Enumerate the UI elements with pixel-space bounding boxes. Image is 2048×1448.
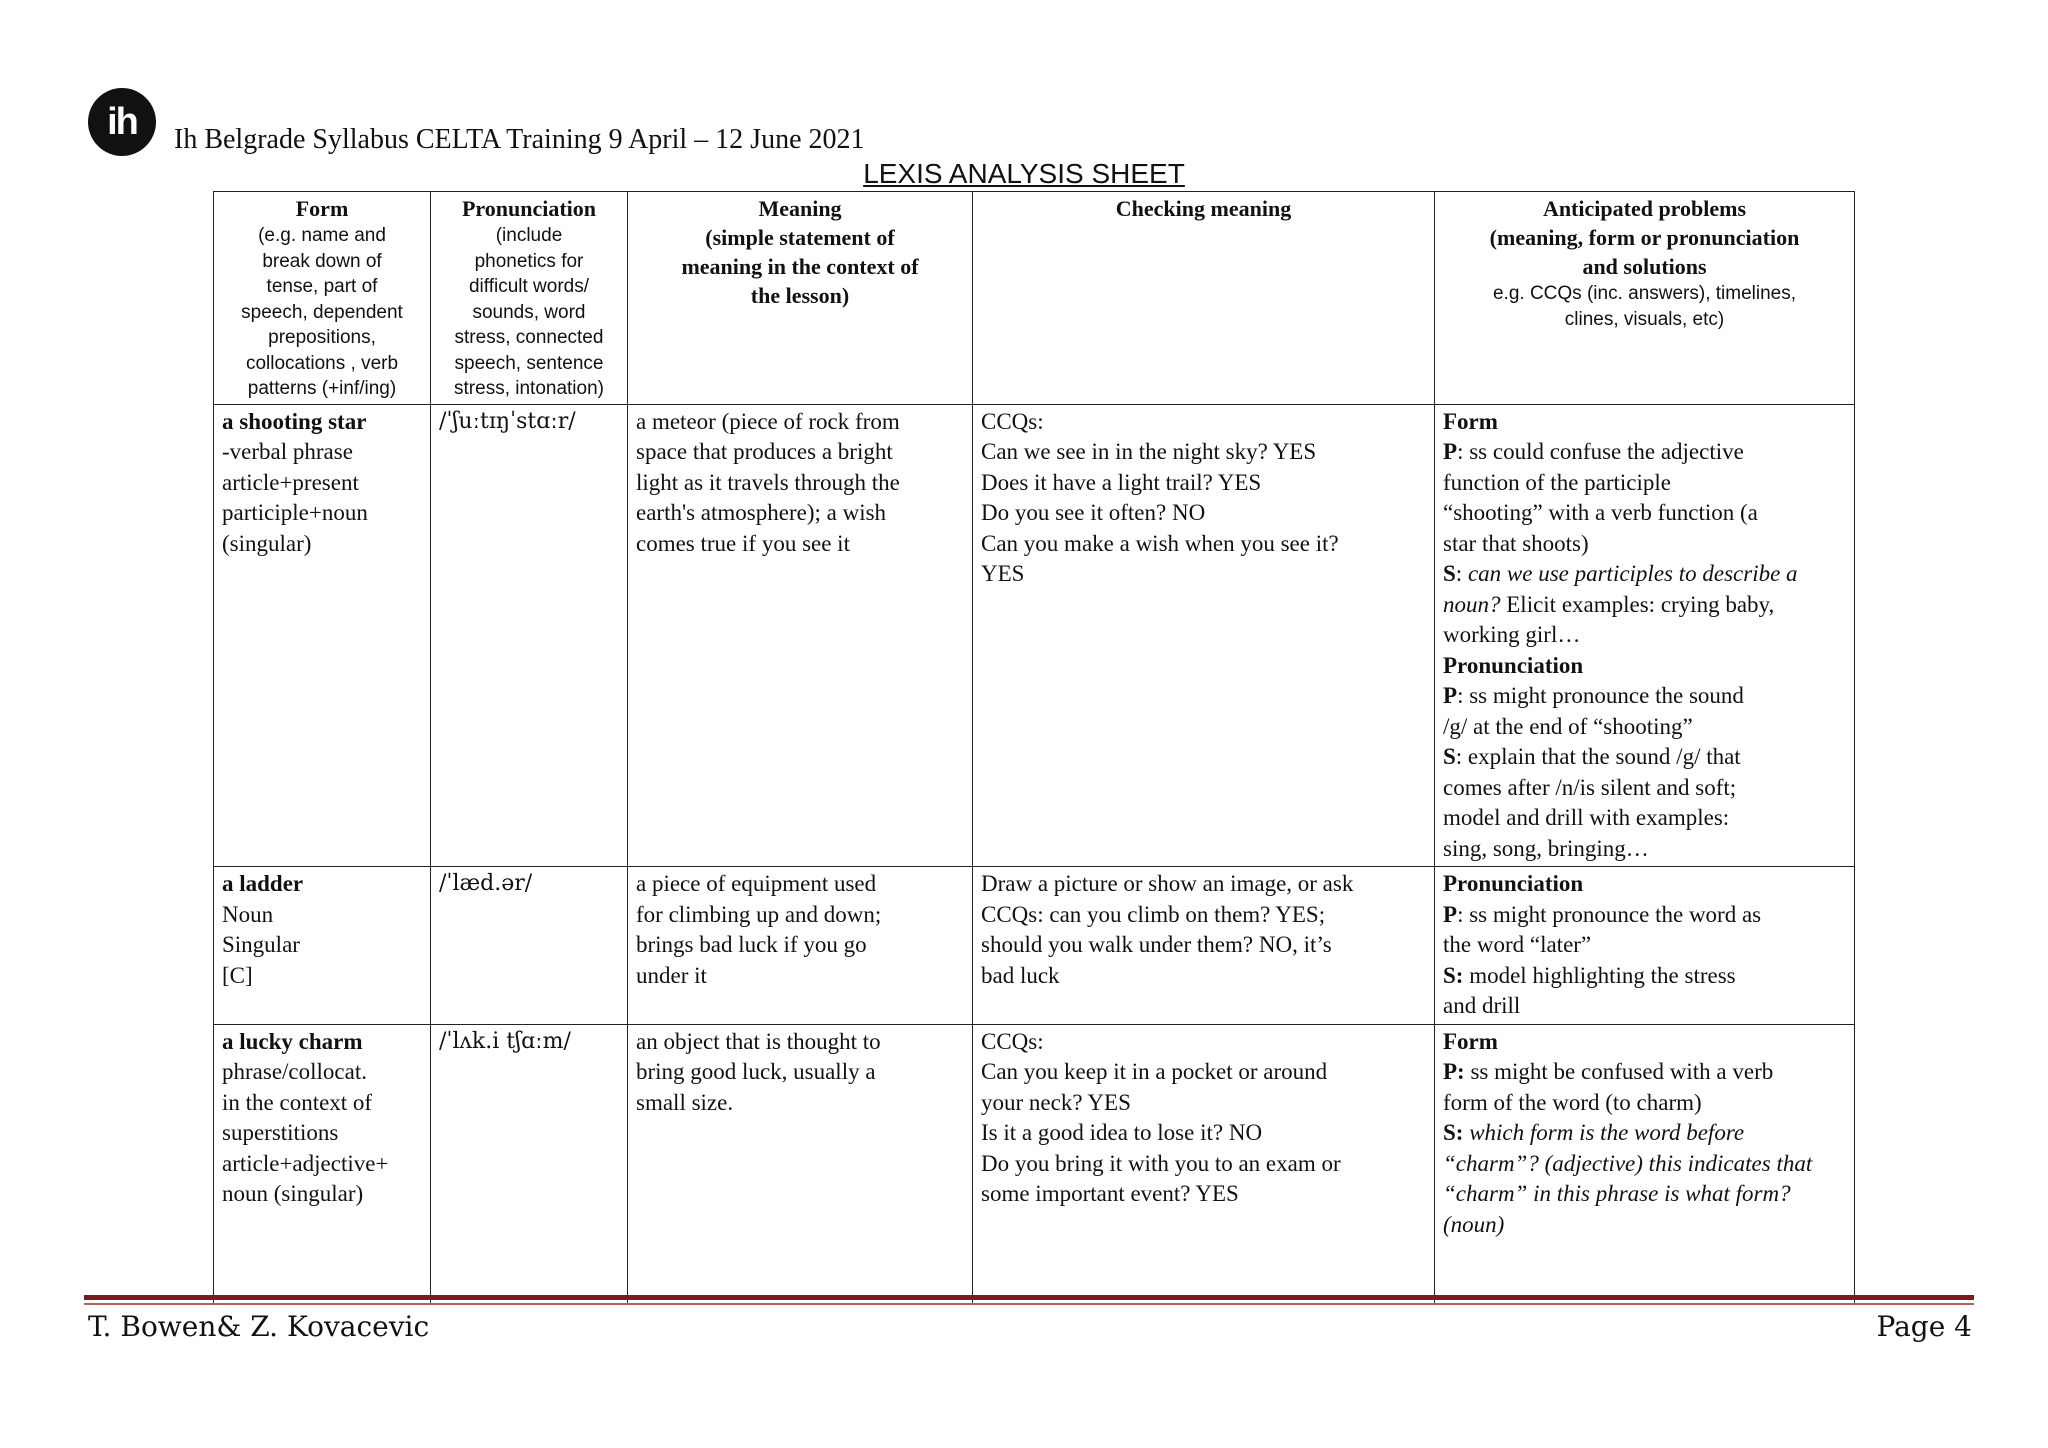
problem-line <box>1443 681 1846 712</box>
column-subtitle: break down of <box>262 250 382 272</box>
column-subtitle: difficult words/ <box>468 276 590 297</box>
column-title: Checking meaning <box>1115 196 1292 221</box>
meaning-line: a meteor (piece of rock from <box>636 408 900 434</box>
problem-label: S: <box>1443 1120 1464 1145</box>
form-cell <box>214 1024 431 1304</box>
ccq-line: your neck? YES <box>981 1089 1131 1115</box>
column-subtitle: collocations , verb <box>245 352 399 374</box>
checking-cell <box>973 867 1435 1025</box>
problem-line <box>1443 712 1846 743</box>
column-title: the lesson) <box>750 283 850 308</box>
column-title: (meaning, form or pronunciation <box>1489 225 1800 250</box>
phonetic-transcription: /ˈlæd.ər/ <box>439 871 533 896</box>
problem-text: : ss might pronounce the sound <box>1457 683 1744 708</box>
column-subtitle: (e.g. name and <box>258 225 386 246</box>
ccq-line: should you walk under them? NO, it’s <box>981 932 1332 957</box>
problem-italic: noun? <box>1443 591 1501 617</box>
form-note: in the context of <box>222 1089 373 1115</box>
form-note: -verbal phrase <box>222 439 353 464</box>
column-subtitle: prepositions, <box>268 327 376 348</box>
problem-line <box>1443 742 1846 773</box>
problem-heading: Pronunciation <box>1443 871 1584 896</box>
column-header <box>973 192 1435 405</box>
meaning-cell <box>628 404 973 867</box>
sheet-title: LEXIS ANALYSIS SHEET <box>863 158 1185 189</box>
lexical-item: a shooting star <box>222 408 367 434</box>
column-header <box>214 192 431 405</box>
form-note: [C] <box>222 962 253 988</box>
meaning-line: small size. <box>636 1089 734 1115</box>
problem-line <box>1443 1118 1846 1149</box>
meaning-line: space that produces a bright <box>636 439 893 464</box>
problem-text: : ss might pronounce the word as <box>1457 901 1762 927</box>
problem-line <box>1443 930 1846 961</box>
problem-line <box>1443 559 1846 590</box>
form-note: (singular) <box>222 530 312 556</box>
problem-label: P: <box>1443 1059 1465 1084</box>
problem-text: : ss could confuse the adjective <box>1457 439 1744 464</box>
problem-line <box>1443 834 1846 865</box>
problem-text: model highlighting the stress <box>1463 962 1736 988</box>
ccq-line: Draw a picture or show an image, or ask <box>981 871 1354 896</box>
meaning-line: under it <box>636 962 707 988</box>
meaning-line: comes true if you see it <box>636 530 850 556</box>
problem-label: S <box>1443 561 1456 586</box>
problem-label: P <box>1443 683 1458 708</box>
problem-line <box>1443 407 1846 438</box>
problem-line <box>1443 468 1846 499</box>
ccq-line: Is it a good idea to lose it? NO <box>981 1120 1263 1145</box>
form-note: Singular <box>222 932 300 957</box>
meaning-line: earth's atmosphere); a wish <box>636 500 887 525</box>
table-row <box>214 1024 1855 1304</box>
pronunciation-cell <box>431 867 628 1025</box>
column-title: meaning in the context of <box>681 254 919 279</box>
problem-line <box>1443 869 1846 900</box>
problem-italic: “charm” in this phrase is what form? <box>1443 1181 1791 1206</box>
form-cell <box>214 404 431 867</box>
problem-line <box>1443 1088 1846 1119</box>
ccq-line: some important event? YES <box>981 1181 1239 1206</box>
table-row <box>214 867 1855 1025</box>
lexical-item: a ladder <box>222 871 304 896</box>
column-title: and solutions <box>1582 254 1707 279</box>
ccq-line: Do you see it often? NO <box>981 500 1206 525</box>
problem-line <box>1443 803 1846 834</box>
problem-text: function of the participle <box>1443 469 1672 495</box>
problem-text: model and drill with examples: <box>1443 805 1730 830</box>
problem-text: form of the word (to charm) <box>1443 1089 1702 1115</box>
column-header <box>628 192 973 405</box>
phonetic-transcription: /ˈlʌk.i tʃɑːm/ <box>439 1028 571 1054</box>
meaning-line: brings bad luck if you go <box>636 932 867 957</box>
meaning-cell <box>628 867 973 1025</box>
problem-line <box>1443 900 1846 931</box>
pronunciation-cell <box>431 404 628 867</box>
problems-cell <box>1435 867 1855 1025</box>
meaning-line: an object that is thought to <box>636 1028 881 1054</box>
problem-italic: (noun) <box>1443 1211 1505 1237</box>
problem-heading: Pronunciation <box>1443 652 1584 678</box>
problem-line <box>1443 498 1846 529</box>
column-subtitle: stress, connected <box>454 327 604 348</box>
column-subtitle: (include <box>495 225 563 246</box>
column-subtitle: stress, intonation) <box>454 378 604 399</box>
ccq-line: Can you make a wish when you see it? <box>981 530 1339 556</box>
form-note: participle+noun <box>222 500 368 525</box>
ccq-line: Does it have a light trail? YES <box>981 469 1262 495</box>
form-note: noun (singular) <box>222 1181 364 1206</box>
problem-heading: Form <box>1443 408 1498 434</box>
ccq-line: CCQs: can you climb on them? YES; <box>981 901 1326 927</box>
form-note: Noun <box>222 901 274 927</box>
column-title: Pronunciation <box>461 196 597 221</box>
problem-text: Elicit examples: crying baby, <box>1500 591 1775 617</box>
ccq-line: bad luck <box>981 962 1060 988</box>
column-subtitle: speech, dependent <box>241 301 403 323</box>
ccq-line: Do you bring it with you to an exam or <box>981 1150 1341 1176</box>
phonetic-transcription: /ˈʃuːtɪŋˈstɑːr/ <box>439 408 576 434</box>
form-cell <box>214 867 431 1025</box>
ccq-line: Can we see in in the night sky? YES <box>981 439 1317 464</box>
column-subtitle: speech, sentence <box>454 352 604 374</box>
page-number: Page 4 <box>1876 1310 1972 1343</box>
ccq-line: CCQs: <box>981 408 1044 434</box>
checking-cell <box>973 404 1435 867</box>
footer-authors: T. Bowen& Z. Kovacevic <box>88 1310 430 1343</box>
lexical-item: a lucky charm <box>222 1028 363 1054</box>
table-header-row <box>214 192 1855 405</box>
problem-line <box>1443 620 1846 651</box>
problem-line <box>1443 991 1846 1022</box>
document-header: Ih Belgrade Syllabus CELTA Training 9 April – 12 June 2021 <box>174 124 865 155</box>
column-header <box>1435 192 1855 405</box>
problem-text: “shooting” with a verb function (a <box>1443 500 1758 525</box>
column-title: Anticipated problems <box>1542 196 1747 221</box>
problem-italic: which form is the word before <box>1463 1120 1745 1145</box>
ccq-line: YES <box>981 561 1025 586</box>
problem-line <box>1443 1179 1846 1210</box>
column-subtitle: e.g. CCQs (inc. answers), timelines, <box>1492 283 1797 304</box>
column-title: Meaning <box>758 196 842 221</box>
problem-line <box>1443 651 1846 682</box>
checking-cell <box>973 1024 1435 1304</box>
column-title: Form <box>295 196 349 221</box>
meaning-line: for climbing up and down; <box>636 901 882 927</box>
problem-line <box>1443 1210 1846 1241</box>
meaning-line: a piece of equipment used <box>636 871 877 896</box>
meaning-cell <box>628 1024 973 1304</box>
table-row <box>214 404 1855 867</box>
meaning-line: light as it travels through the <box>636 469 900 495</box>
problem-label: S: <box>1443 962 1464 988</box>
form-note: superstitions <box>222 1120 339 1145</box>
problem-text: /g/ at the end of “shooting” <box>1443 713 1693 739</box>
problem-line <box>1443 1149 1846 1180</box>
problem-text: working girl… <box>1443 622 1581 647</box>
column-header <box>431 192 628 405</box>
form-note: phrase/collocat. <box>222 1059 367 1084</box>
problem-text: ss might be confused with a verb <box>1464 1059 1774 1084</box>
problem-text: : <box>1455 561 1468 586</box>
problem-label: P <box>1443 439 1458 464</box>
problem-line <box>1443 773 1846 804</box>
problem-text: the word “later” <box>1443 932 1592 957</box>
problem-text: sing, song, bringing… <box>1443 835 1649 861</box>
problem-line <box>1443 1057 1846 1088</box>
footer-rule <box>84 1295 1974 1300</box>
pronunciation-cell <box>431 1024 628 1304</box>
problem-heading: Form <box>1443 1028 1498 1054</box>
form-note: article+adjective+ <box>222 1150 389 1176</box>
form-note: article+present <box>222 469 359 495</box>
problem-text: comes after /n/is silent and soft; <box>1443 774 1737 800</box>
problems-cell <box>1435 404 1855 867</box>
ccq-line: Can you keep it in a pocket or around <box>981 1059 1328 1084</box>
problem-text: star that shoots) <box>1443 530 1589 556</box>
lexis-analysis-table <box>213 191 1855 1305</box>
problem-line <box>1443 529 1846 560</box>
footer-rule-thin <box>84 1303 1974 1305</box>
meaning-line: bring good luck, usually a <box>636 1059 876 1084</box>
problem-line <box>1443 1027 1846 1058</box>
column-subtitle: tense, part of <box>266 276 378 297</box>
problem-italic: can we use participles to describe a <box>1467 561 1798 586</box>
problem-label: P <box>1443 901 1458 927</box>
column-subtitle: phonetics for <box>474 250 584 272</box>
problem-italic: “charm”? (adjective) this indicates that <box>1443 1150 1813 1176</box>
problem-line <box>1443 961 1846 992</box>
column-subtitle: patterns (+inf/ing) <box>247 378 397 399</box>
ih-logo: ih <box>88 88 156 156</box>
problem-text: : explain that the sound /g/ that <box>1455 744 1741 769</box>
column-title: (simple statement of <box>705 225 895 250</box>
ccq-line: CCQs: <box>981 1028 1044 1054</box>
problem-line <box>1443 437 1846 468</box>
problems-cell <box>1435 1024 1855 1304</box>
problem-line <box>1443 590 1846 621</box>
problem-label: S <box>1443 744 1456 769</box>
column-subtitle: clines, visuals, etc) <box>1564 308 1725 330</box>
column-subtitle: sounds, word <box>472 301 586 323</box>
problem-text: and drill <box>1443 993 1521 1018</box>
